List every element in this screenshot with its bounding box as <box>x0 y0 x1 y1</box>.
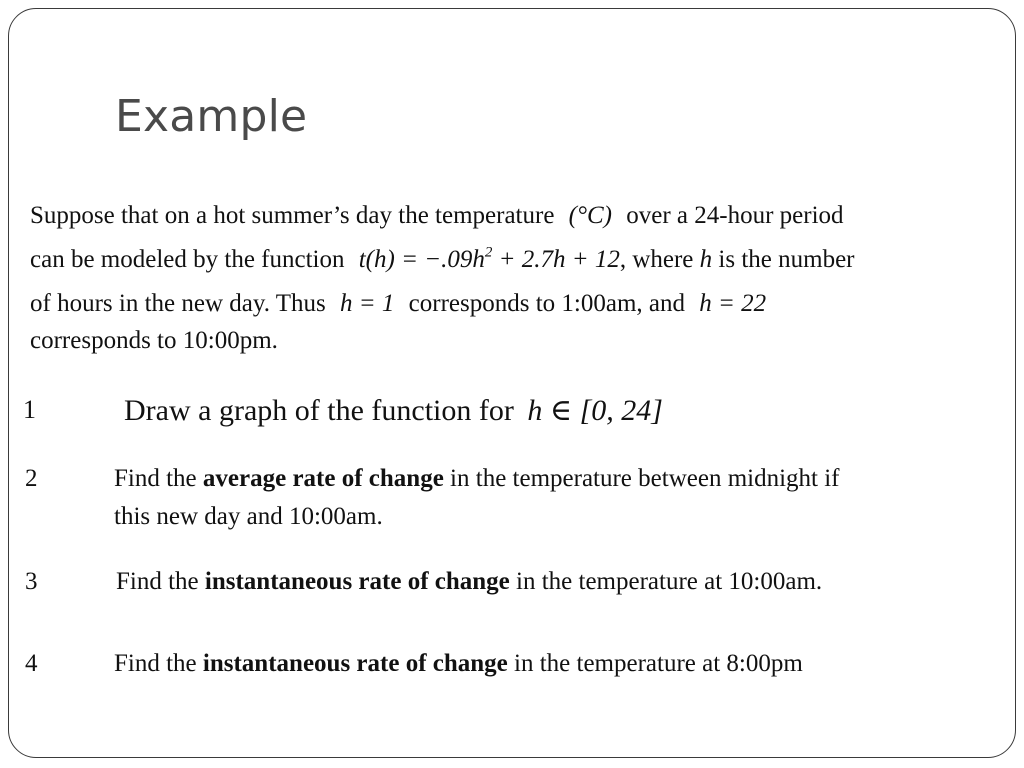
intro-text: over a 24-hour period <box>626 202 844 229</box>
intro-text: , where <box>619 246 694 273</box>
slide-title: Example <box>115 91 308 142</box>
question-text-pre: Find the <box>114 650 197 677</box>
question-text-line2: this new day and 10:00am. <box>114 503 383 530</box>
question-text <box>114 465 840 493</box>
question-text <box>124 393 663 428</box>
question-text <box>116 568 822 596</box>
equation-h-1: h = 1 <box>340 290 395 317</box>
slide <box>8 8 1016 758</box>
question-number: 3 <box>25 568 38 595</box>
question-emphasis: instantaneous rate of change <box>202 650 508 677</box>
question-emphasis: instantaneous rate of change <box>204 568 510 595</box>
question-number: 4 <box>25 650 38 677</box>
intro-line-1 <box>30 202 844 230</box>
formula-rhs: + 2.7h + 12 <box>492 246 620 273</box>
intro-text: corresponds to 1:00am, and <box>408 290 686 317</box>
intro-text: can be modeled by the function <box>30 246 345 273</box>
unit-celsius: (°C) <box>568 202 612 229</box>
intro-line-2 <box>30 246 855 274</box>
question-text <box>114 650 803 678</box>
question-2 <box>9 465 1009 545</box>
question-emphasis: average rate of change <box>202 465 444 492</box>
intro-text: is the number <box>718 246 855 273</box>
intro-line-4 <box>30 327 278 355</box>
question-text-post: in the temperature between midnight if <box>450 465 840 492</box>
formula-lhs: t(h) = −.09h <box>358 246 485 273</box>
intro-text: Suppose that on a hot summer’s day the temperature <box>30 202 555 229</box>
question-number: 1 <box>23 395 36 424</box>
question-number: 2 <box>25 465 38 492</box>
function-formula <box>359 246 620 273</box>
variable-h: h <box>699 246 713 273</box>
intro-text: corresponds to 10:00pm. <box>30 327 278 354</box>
question-text-pre: Find the <box>116 568 199 595</box>
question-text-pre: Find the <box>114 465 197 492</box>
equation-h-22: h = 22 <box>699 290 767 317</box>
question-text-pre: Draw a graph of the function for <box>124 394 514 427</box>
interval-math: h ∈ [0, 24] <box>527 394 663 427</box>
question-3 <box>9 568 1009 604</box>
question-1 <box>9 393 1009 433</box>
question-text-post: in the temperature at 10:00am. <box>516 568 823 595</box>
intro-text: of hours in the new day. Thus <box>30 290 326 317</box>
question-4 <box>9 650 1009 686</box>
formula-exponent: 2 <box>484 244 493 261</box>
intro-line-3 <box>30 290 766 318</box>
question-text-post: in the temperature at 8:00pm <box>514 650 803 677</box>
